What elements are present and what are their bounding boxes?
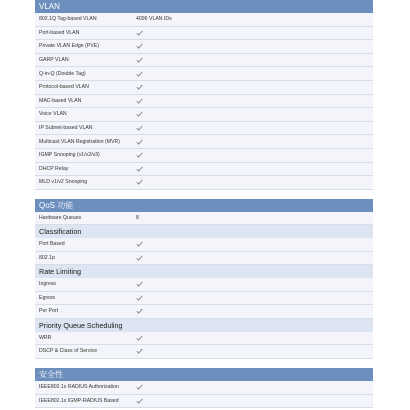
feature-name: Private VLAN Edge (PVE) <box>39 43 99 50</box>
rate-limiting-header: Rate Limiting <box>35 265 373 278</box>
priority-queue-scheduling-header: Priority Queue Scheduling <box>35 319 373 332</box>
feature-value <box>136 384 143 390</box>
check-icon <box>136 281 143 287</box>
table-row <box>35 305 373 319</box>
table-row <box>35 238 373 252</box>
check-icon <box>136 30 143 36</box>
table-row <box>35 292 373 306</box>
table-row <box>35 95 373 109</box>
feature-value <box>136 179 143 185</box>
check-icon <box>136 57 143 63</box>
feature-name: Hardware Queues <box>39 215 82 221</box>
feature-name: DHCP Relay <box>39 165 69 172</box>
feature-value <box>136 166 143 172</box>
table-row <box>35 81 373 95</box>
feature-value <box>136 215 139 221</box>
feature-value <box>136 348 143 354</box>
security-section <box>35 368 373 408</box>
table-row <box>35 278 373 292</box>
table-row <box>35 381 373 395</box>
table-row <box>35 252 373 266</box>
security-header: 安全性 <box>35 368 373 381</box>
check-icon <box>136 43 143 49</box>
table-row <box>35 108 373 122</box>
check-icon <box>136 241 143 247</box>
classification-rows <box>35 238 373 265</box>
table-row <box>35 332 373 346</box>
feature-name: Ingress <box>39 281 57 288</box>
feature-value <box>136 111 143 117</box>
feature-value <box>136 57 143 63</box>
check-icon <box>136 84 143 90</box>
feature-name: MAC-based VLAN <box>39 97 82 104</box>
feature-value <box>136 308 143 314</box>
qos-rows <box>35 212 373 225</box>
table-row <box>35 212 373 225</box>
check-icon <box>136 295 143 301</box>
table-row <box>35 149 373 163</box>
table-row <box>35 345 373 359</box>
feature-name: IGMP Snooping (v1/v2/v3) <box>39 152 100 159</box>
check-icon <box>136 384 143 390</box>
feature-name: IP Subnet-based VLAN <box>39 125 93 132</box>
classification-header: Classification <box>35 225 373 238</box>
feature-value <box>136 295 143 301</box>
priority-queue-scheduling-rows <box>35 332 373 359</box>
feature-value <box>136 335 143 341</box>
feature-value <box>136 152 143 158</box>
table-row <box>35 135 373 149</box>
feature-name: Per Port <box>39 308 59 315</box>
check-icon <box>136 179 143 185</box>
feature-value <box>136 43 143 49</box>
check-icon <box>136 308 143 314</box>
table-row <box>35 40 373 54</box>
table-row <box>35 395 373 409</box>
feature-value <box>136 241 143 247</box>
table-row <box>35 13 373 27</box>
table-row <box>35 27 373 41</box>
check-icon <box>136 152 143 158</box>
feature-name: 802.1p <box>39 254 55 261</box>
feature-name: MLD v1/v2 Snooping <box>39 179 88 186</box>
table-row <box>35 176 373 190</box>
vlan-section <box>35 0 373 190</box>
feature-name: GARP VLAN <box>39 57 69 64</box>
feature-name: Egress <box>39 294 56 301</box>
check-icon <box>136 71 143 77</box>
feature-name: Voice VLAN <box>39 111 67 118</box>
feature-value <box>136 16 172 22</box>
feature-value <box>136 281 143 287</box>
qos-header: QoS 功能 <box>35 199 373 212</box>
feature-value <box>136 98 143 104</box>
feature-value <box>136 255 143 261</box>
feature-name: Port-based VLAN <box>39 29 80 36</box>
feature-name: Multicast VLAN Registration (MVR) <box>39 138 121 145</box>
check-icon <box>136 335 143 341</box>
feature-name: Q-in-Q (Double Tag) <box>39 70 86 77</box>
feature-name: IEEE802.1x IGMP-RADIUS Based <box>39 397 119 404</box>
feature-value <box>136 125 143 131</box>
table-row <box>35 122 373 136</box>
security-rows <box>35 381 373 408</box>
feature-value <box>136 30 143 36</box>
feature-value <box>136 71 143 77</box>
value-text: 8 <box>136 215 139 221</box>
feature-value <box>136 398 143 404</box>
check-icon <box>136 398 143 404</box>
feature-value <box>136 84 143 90</box>
table-row <box>35 163 373 177</box>
table-row <box>35 54 373 68</box>
table-row <box>35 67 373 81</box>
feature-name: Port Based <box>39 241 65 248</box>
qos-section <box>35 199 373 359</box>
check-icon <box>136 166 143 172</box>
check-icon <box>136 125 143 131</box>
check-icon <box>136 111 143 117</box>
vlan-rows <box>35 13 373 190</box>
feature-name: 802.1Q Tag-based VLAN <box>39 16 97 23</box>
feature-value <box>136 139 143 145</box>
feature-name: IEEE802.1x RADIUS Authorization <box>39 384 119 391</box>
feature-name: DSCP & Class of Service <box>39 348 98 355</box>
rate-limiting-rows <box>35 278 373 319</box>
value-text: 4096 VLAN IDs <box>136 16 172 23</box>
vlan-header: VLAN <box>35 0 373 13</box>
check-icon <box>136 139 143 145</box>
check-icon <box>136 348 143 354</box>
check-icon <box>136 98 143 104</box>
check-icon <box>136 255 143 261</box>
feature-name: WRR <box>39 334 52 341</box>
feature-name: Protocol-based VLAN <box>39 84 89 91</box>
